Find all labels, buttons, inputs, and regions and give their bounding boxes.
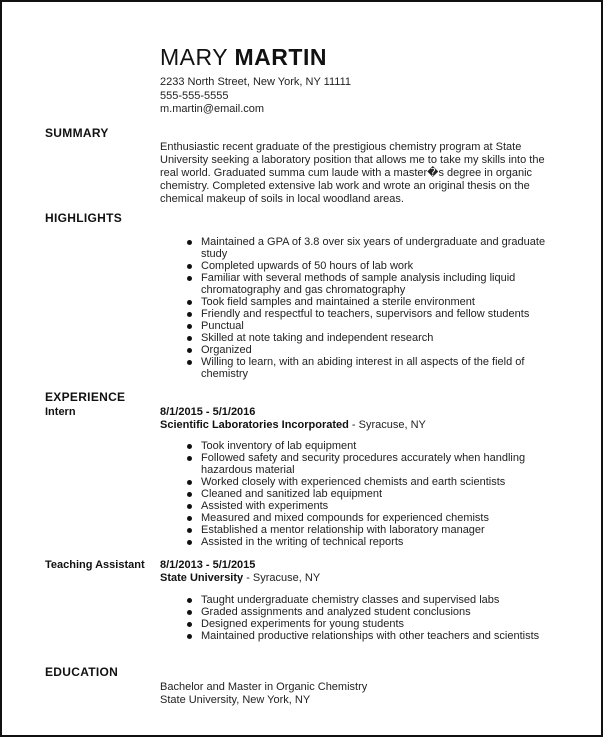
list-item: Friendly and respectful to teachers, supervisors and fellow students (185, 308, 565, 320)
list-item: Designed experiments for young students (185, 618, 565, 630)
experience-heading: EXPERIENCE (45, 390, 126, 404)
list-item: Assisted with experiments (185, 500, 565, 512)
school: State University, New York, NY (160, 694, 311, 706)
candidate-name (160, 44, 327, 71)
list-item: Cleaned and sanitized lab equipment (185, 488, 565, 500)
list-item: Completed upwards of 50 hours of lab work (185, 260, 565, 272)
contact-info (160, 76, 351, 117)
list-item: Maintained a GPA of 3.8 over six years of undergraduate and graduate study (185, 236, 565, 260)
list-item: Took inventory of lab equipment (185, 440, 565, 452)
email[interactable]: m.martin@email.com (160, 103, 265, 115)
job-dates: 8/1/2015 - 5/1/2016 (160, 406, 256, 418)
list-item: Taught undergraduate chemistry classes and supervised labs (185, 594, 565, 606)
intern-duties-list (185, 440, 565, 548)
job-location: - Syracuse, NY (243, 572, 321, 584)
list-item: Skilled at note taking and independent research (185, 332, 565, 344)
highlights-list (185, 236, 565, 380)
education-details (160, 681, 560, 707)
education-heading: EDUCATION (45, 665, 119, 679)
highlights-heading: HIGHLIGHTS (45, 211, 122, 225)
summary-text: Enthusiastic recent graduate of the prestigious chemistry program at State University seeking a laboratory position that allows me to take my skills into the real world. Graduated summa cum laude with a master�s degree in organic chemistry. Completed extensive lab work and wrote an original thesis on the chemical makeup of soils in local woodland areas. (160, 141, 545, 205)
list-item: Established a mentor relationship with laboratory manager (185, 524, 565, 536)
first-name: MARY (160, 44, 228, 70)
job-dates: 8/1/2013 - 5/1/2015 (160, 559, 256, 571)
job-title: Intern (45, 406, 76, 418)
list-item: Assisted in the writing of technical reports (185, 536, 565, 548)
address: 2233 North Street, New York, NY 11111 (160, 76, 351, 88)
list-item: Organized (185, 344, 565, 356)
summary-heading: SUMMARY (45, 126, 109, 140)
list-item: Maintained productive relationships with other teachers and scientists (185, 630, 565, 642)
list-item: Measured and mixed compounds for experienced chemists (185, 512, 565, 524)
last-name: MARTIN (234, 44, 327, 70)
list-item: Took field samples and maintained a sterile environment (185, 296, 565, 308)
job-company: State University (160, 572, 244, 584)
job-header (160, 559, 560, 585)
list-item: Followed safety and security procedures accurately when handling hazardous material (185, 452, 565, 476)
list-item: Worked closely with experienced chemists and earth scientists (185, 476, 565, 488)
list-item: Familiar with several methods of sample analysis including liquid chromatography and gas chromatography (185, 272, 565, 296)
job-location: - Syracuse, NY (348, 419, 426, 431)
job-header (160, 406, 560, 432)
degree: Bachelor and Master in Organic Chemistry (160, 681, 368, 693)
ta-duties-list (185, 594, 565, 642)
list-item: Graded assignments and analyzed student conclusions (185, 606, 565, 618)
job-title: Teaching Assistant (45, 559, 145, 571)
job-company: Scientific Laboratories Incorporated (160, 419, 349, 431)
list-item: Willing to learn, with an abiding interest in all aspects of the field of chemistry (185, 356, 565, 380)
list-item: Punctual (185, 320, 565, 332)
phone: 555-555-5555 (160, 89, 229, 102)
